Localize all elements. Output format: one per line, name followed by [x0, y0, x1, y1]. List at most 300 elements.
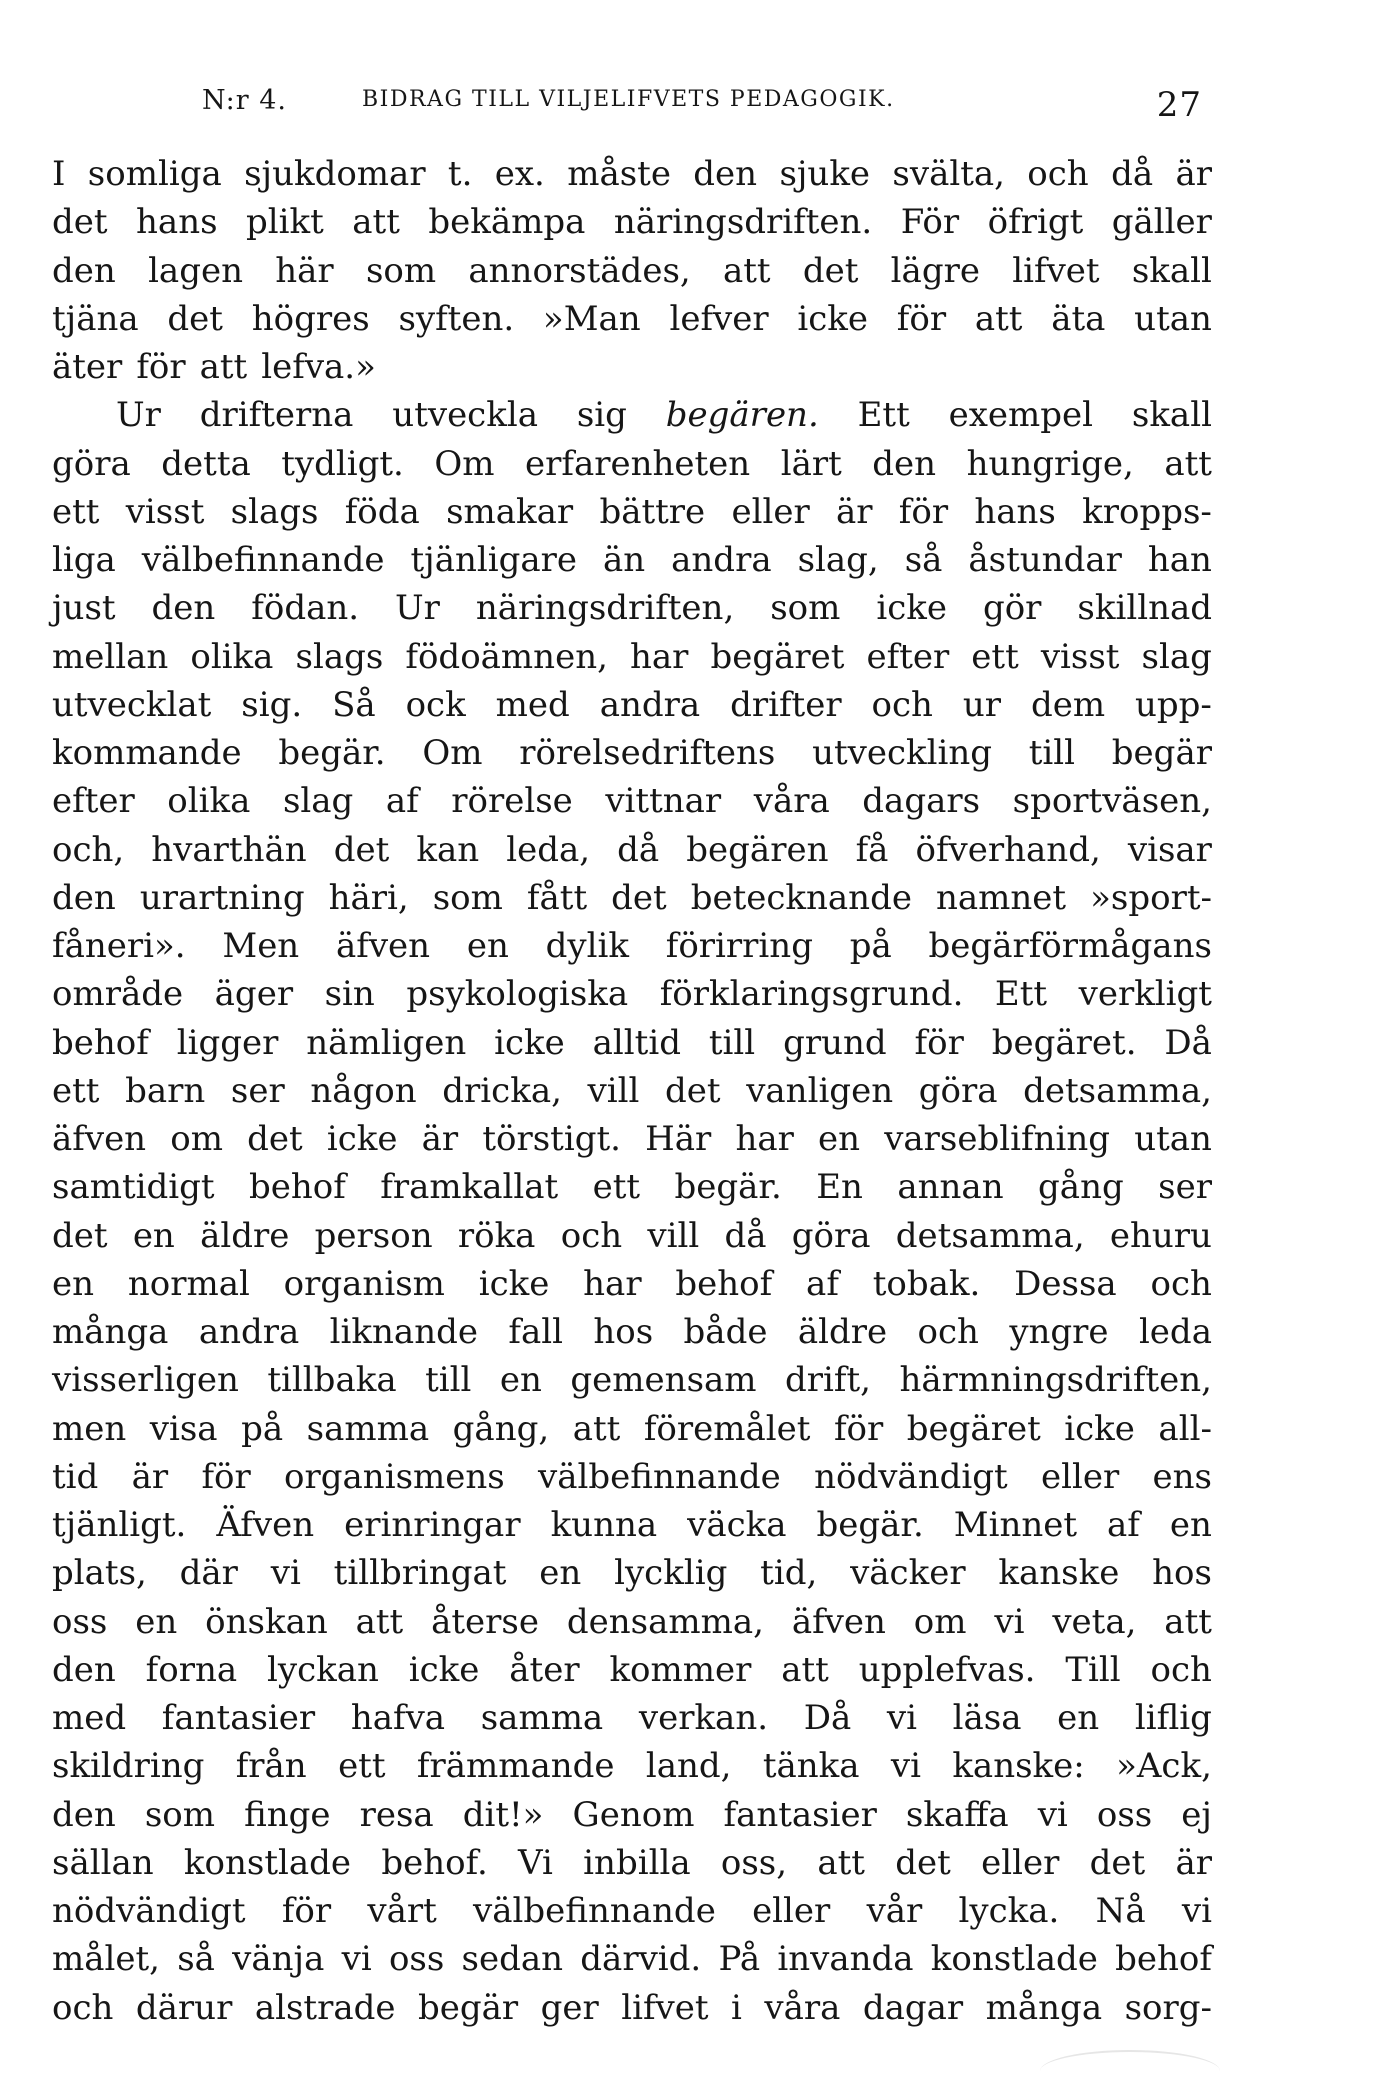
word: leda,: [506, 829, 591, 870]
word: olika: [167, 781, 251, 822]
word: då: [724, 1215, 767, 1256]
word: återse: [431, 1601, 539, 1642]
word: en: [52, 1263, 95, 1304]
word: gång,: [452, 1408, 550, 1449]
word: eller: [1040, 1456, 1120, 1497]
word: vill: [587, 1070, 640, 1111]
word: till: [1028, 733, 1076, 773]
word: plats,: [52, 1553, 147, 1594]
word: våra: [753, 781, 830, 822]
word: och: [1150, 1649, 1212, 1690]
word: den: [52, 250, 116, 291]
word: äfven: [52, 1119, 147, 1159]
word: sjuke: [779, 154, 871, 194]
word: önskan: [205, 1601, 328, 1642]
word: land,: [645, 1746, 732, 1787]
word: lägre: [890, 250, 980, 291]
word: invanda: [777, 1939, 914, 1980]
word: icke: [478, 1263, 550, 1304]
word: Då: [803, 1698, 852, 1738]
word: tillbaka: [267, 1360, 397, 1401]
word: namnet: [935, 877, 1067, 918]
word: behof: [249, 1167, 346, 1208]
word: den: [52, 877, 116, 918]
word: skaffa: [905, 1794, 1009, 1835]
word: person: [314, 1215, 433, 1256]
word: till: [425, 1360, 472, 1401]
text-line: [52, 1598, 1212, 1646]
word: Äfven: [216, 1505, 315, 1545]
word: att: [817, 1842, 865, 1883]
word: slag: [1141, 636, 1212, 677]
word: samma: [306, 1408, 430, 1449]
word: ex.: [494, 154, 545, 194]
word: skall: [1131, 250, 1212, 291]
text-line: [52, 1646, 1212, 1694]
word: måste: [567, 154, 671, 194]
word: Ur: [116, 395, 161, 436]
word: äfven: [791, 1601, 886, 1642]
text-line: [52, 633, 1212, 681]
word: han: [1147, 540, 1212, 580]
word: det: [52, 202, 108, 243]
text-line: [52, 1115, 1212, 1163]
word: på: [241, 1408, 284, 1449]
word: »Man: [542, 298, 641, 339]
word: bekämpa: [428, 202, 586, 243]
word: en: [466, 926, 509, 966]
word: begäret: [710, 636, 845, 677]
word: göra: [918, 1070, 998, 1111]
word: ehuru: [1109, 1215, 1212, 1256]
word: skall: [1131, 395, 1212, 436]
word: »sport-: [1090, 877, 1212, 918]
word: våra: [764, 1987, 841, 2028]
word: vi: [890, 1746, 921, 1787]
text-line: [52, 729, 1212, 777]
text-line: [52, 970, 1212, 1018]
word: utvecklat: [52, 684, 212, 725]
word: detta: [161, 443, 251, 484]
word: och,: [52, 829, 125, 870]
word: vill: [647, 1215, 700, 1256]
word: bättre: [599, 491, 706, 532]
text-line: [52, 1839, 1212, 1887]
word: Nå: [1095, 1891, 1146, 1931]
word: slag,: [797, 540, 879, 580]
word: för: [896, 298, 947, 339]
word: väcker: [850, 1553, 966, 1594]
word: en: [1169, 1505, 1212, 1545]
text-line: [52, 1163, 1212, 1211]
word: andra: [198, 1312, 300, 1352]
word: samma: [480, 1698, 604, 1738]
word: tid,: [760, 1553, 818, 1594]
word: af: [385, 781, 419, 822]
word: exempel: [948, 395, 1094, 436]
text-line: [52, 1887, 1212, 1935]
word: vi: [1037, 1794, 1068, 1835]
word: Genom: [572, 1794, 695, 1835]
word: slag: [282, 781, 354, 822]
text-line: [52, 1067, 1212, 1115]
word: Här: [645, 1119, 712, 1159]
text-line: [52, 150, 1212, 198]
word: behof: [675, 1263, 773, 1304]
word: föremålet: [643, 1408, 811, 1449]
word: tobak.: [872, 1263, 981, 1304]
word: än: [603, 540, 646, 580]
text-line: [52, 1405, 1212, 1453]
word: tillbringat: [333, 1553, 507, 1594]
word: af: [1107, 1505, 1140, 1545]
word: På: [718, 1939, 761, 1980]
word: detsamma,: [895, 1215, 1085, 1256]
text-line: [52, 681, 1212, 729]
text-line: [52, 1984, 1212, 2032]
word: icke: [1064, 1408, 1135, 1449]
word: ett: [52, 1070, 100, 1111]
word: syften.: [398, 298, 515, 339]
word: tydligt.: [281, 443, 404, 484]
word: någon: [310, 1070, 417, 1111]
word: vi: [270, 1553, 301, 1594]
word: äter: [52, 347, 123, 387]
word: Så: [332, 684, 376, 725]
word: ger: [540, 1987, 599, 2028]
word: för: [136, 347, 186, 387]
word: väcka: [687, 1505, 787, 1545]
word: den: [872, 443, 937, 484]
word: alltid: [592, 1022, 681, 1063]
word: har: [583, 1263, 642, 1304]
word: gör: [982, 588, 1042, 629]
word: andra: [671, 540, 772, 580]
word: gång: [1038, 1167, 1124, 1208]
word: begären: [686, 829, 829, 870]
word: urartning: [139, 877, 305, 918]
word: fått: [526, 877, 588, 918]
word: eller: [981, 1842, 1060, 1883]
word: begär: [417, 1987, 519, 2028]
word: Men: [222, 926, 300, 966]
word: dagar: [862, 1987, 964, 2028]
issue-number: N:r 4.: [202, 85, 288, 116]
word: och: [1150, 1263, 1212, 1304]
word: För: [900, 202, 960, 243]
text-line: [52, 1694, 1212, 1742]
word: begär.: [674, 1167, 782, 1208]
word: ens: [1152, 1456, 1212, 1497]
word: visa: [149, 1408, 218, 1449]
word: Om: [434, 443, 495, 484]
word: äldre: [797, 1312, 888, 1352]
word: utan: [1134, 298, 1212, 339]
word: en: [1057, 1698, 1100, 1738]
word: målet,: [52, 1939, 160, 1980]
word: läsa: [952, 1698, 1022, 1738]
word: både: [683, 1312, 768, 1352]
word: fantasier: [723, 1794, 877, 1835]
word: lifvet: [621, 1987, 709, 2028]
word: utveckling: [812, 733, 993, 773]
word: att: [352, 202, 400, 243]
text-line: [52, 1549, 1212, 1597]
word: begärförmågans: [928, 926, 1212, 966]
word: utan: [1134, 1119, 1212, 1159]
word: fantasier: [161, 1698, 316, 1738]
word: det: [333, 829, 390, 870]
word: för: [914, 1022, 964, 1063]
word: Vi: [518, 1842, 553, 1883]
word: icke: [494, 1022, 565, 1063]
word: om: [913, 1601, 967, 1642]
word: en: [539, 1553, 582, 1594]
word: hans: [136, 202, 218, 243]
word: en: [499, 1360, 542, 1401]
word: att: [722, 250, 771, 291]
word: gemensam: [570, 1360, 757, 1401]
word: den: [52, 1794, 116, 1835]
word: Ur: [395, 588, 440, 629]
word: konstlade: [183, 1842, 352, 1883]
word: ett: [338, 1746, 386, 1787]
text-line: [52, 440, 1212, 488]
word: så: [904, 540, 943, 580]
word: leda: [1138, 1312, 1212, 1352]
word: svälta,: [892, 154, 1005, 194]
word: slags: [230, 491, 319, 532]
word: forna: [145, 1649, 238, 1690]
word: det: [167, 298, 223, 339]
word: den: [151, 588, 216, 629]
word: det: [665, 1070, 721, 1111]
word: ser: [230, 1070, 285, 1111]
word: just: [52, 588, 116, 629]
word: kan: [416, 829, 480, 870]
word: dit!»: [462, 1794, 544, 1835]
word: lifvet: [1012, 250, 1100, 291]
word: dem: [1030, 684, 1106, 725]
word: varseblifning: [884, 1119, 1111, 1159]
word: ock: [405, 684, 466, 725]
word: hafva: [350, 1698, 446, 1738]
word: smakar: [446, 491, 574, 532]
word: med: [495, 684, 570, 725]
word: sig: [576, 395, 627, 436]
word: fåneri».: [52, 926, 186, 966]
text-line: [52, 1019, 1212, 1067]
word: härmningsdriften,: [899, 1360, 1212, 1401]
word: samtidigt: [52, 1167, 215, 1208]
word: sjukdomar: [244, 154, 426, 194]
word: men: [52, 1408, 127, 1449]
word: utveckla: [392, 395, 538, 436]
word: tjäna: [52, 298, 139, 339]
text-line: [52, 1453, 1212, 1501]
word: äta: [1051, 298, 1106, 339]
word: annorstädes,: [468, 250, 691, 291]
word: det: [611, 877, 667, 918]
word: liflig: [1134, 1698, 1212, 1738]
word: Minnet: [953, 1505, 1078, 1545]
word: det: [895, 1842, 951, 1883]
page-number: 27: [1156, 85, 1202, 125]
word: finge: [244, 1794, 331, 1835]
word: då: [617, 829, 660, 870]
word: kommer: [609, 1649, 752, 1690]
text-line: [52, 247, 1212, 295]
word: många: [985, 1987, 1103, 2028]
word: alstrade: [254, 1987, 396, 2028]
word: I: [52, 154, 66, 194]
word: välbefinnande: [141, 540, 385, 580]
word: vi: [994, 1601, 1025, 1642]
faint-bleed-mark: [1040, 2050, 1220, 2092]
word: Dessa: [1014, 1263, 1117, 1304]
word: veta,: [1052, 1601, 1137, 1642]
word: somliga: [87, 154, 222, 194]
word: det: [52, 1215, 108, 1256]
word: af: [806, 1263, 839, 1304]
word: så: [177, 1939, 215, 1980]
word: ett: [592, 1167, 641, 1208]
word: sig.: [241, 684, 303, 725]
word: Till: [1065, 1649, 1121, 1690]
word: ett: [971, 636, 1019, 677]
word: barn: [125, 1070, 206, 1111]
word: äldre: [200, 1215, 290, 1256]
text-line: [52, 826, 1212, 874]
word: nödvändigt: [814, 1456, 1008, 1497]
word: kanske: [998, 1553, 1120, 1594]
word: på: [849, 926, 892, 966]
word: detsamma,: [1023, 1070, 1212, 1111]
word: begär: [1111, 733, 1212, 773]
word: hos: [593, 1312, 654, 1352]
word: icke: [797, 298, 869, 339]
word: annan: [897, 1167, 1004, 1208]
body-text: [52, 150, 1212, 2032]
word: lycklig: [614, 1553, 728, 1594]
word: att: [1164, 443, 1212, 484]
word: visst: [1040, 636, 1120, 677]
word: välbefinnande: [538, 1456, 781, 1497]
word: vår: [866, 1891, 923, 1931]
word: begäret: [906, 1408, 1041, 1449]
word: öfrigt: [987, 202, 1084, 243]
word: vi: [1181, 1891, 1212, 1931]
word: är: [1175, 154, 1212, 194]
word: Ett: [994, 974, 1048, 1015]
word: hans: [974, 491, 1056, 532]
word: organism: [283, 1263, 445, 1304]
text-line: [52, 1791, 1212, 1839]
word: upplefvas.: [858, 1649, 1036, 1690]
word: Då: [1164, 1022, 1212, 1063]
word: erfarenheten: [525, 443, 751, 484]
word: för: [201, 1456, 251, 1497]
word: ur: [962, 684, 1002, 725]
word: andra: [599, 684, 701, 725]
word: begär.: [278, 733, 386, 773]
word: psykologiska: [406, 974, 629, 1015]
word: drift,: [785, 1360, 871, 1401]
word: få: [855, 829, 889, 870]
word: sorg-: [1124, 1987, 1212, 2028]
word: kropps-: [1082, 491, 1212, 532]
word: som: [432, 877, 503, 918]
word: är: [835, 491, 873, 532]
word: att: [974, 298, 1023, 339]
word: dagars: [862, 781, 981, 822]
word: göra: [52, 443, 131, 484]
text-line: [52, 1501, 1212, 1549]
word: därvid.: [580, 1939, 702, 1980]
word: med: [52, 1698, 127, 1738]
word: ett: [52, 491, 100, 532]
word: vårt: [367, 1891, 437, 1931]
text-line: [52, 584, 1212, 632]
word: all-: [1158, 1408, 1212, 1449]
word: lefver: [669, 298, 769, 339]
word: icke: [326, 1119, 398, 1159]
word: efter: [866, 636, 950, 677]
word: vanligen: [746, 1070, 894, 1111]
word: tänka: [762, 1746, 860, 1787]
word: har: [629, 636, 689, 677]
word: den: [52, 1649, 116, 1690]
word: det: [802, 250, 859, 291]
word: föda: [344, 491, 420, 532]
word: Ett: [857, 395, 910, 436]
word: i: [731, 1987, 742, 2028]
text-line: [52, 343, 1212, 391]
word: lärt: [780, 443, 842, 484]
word: en: [135, 1601, 178, 1642]
word: för: [833, 1408, 884, 1449]
word: att: [572, 1408, 621, 1449]
word: eller: [731, 491, 810, 532]
running-title: BIDRAG TILL VILJELIFVETS PEDAGOGIK.: [362, 87, 895, 112]
word: kommande: [52, 733, 242, 773]
word: behof: [52, 1022, 149, 1063]
word: och: [52, 1987, 114, 2028]
text-line: [52, 295, 1212, 343]
word: om: [170, 1119, 223, 1159]
word: lefva.»: [261, 347, 376, 387]
text-line: [52, 536, 1212, 584]
word: och: [917, 1312, 979, 1352]
running-head: [202, 85, 1202, 129]
word: då: [1111, 154, 1154, 194]
word: hvarthän: [151, 829, 307, 870]
word: födoämnen,: [405, 636, 608, 677]
word: att: [1164, 1601, 1212, 1642]
word: verkligt: [1078, 974, 1212, 1015]
word: nämligen: [306, 1022, 467, 1063]
word: ser: [1158, 1167, 1212, 1208]
word: icke: [408, 1649, 480, 1690]
word: en: [132, 1215, 175, 1256]
word: en: [818, 1119, 861, 1159]
word: vittnar: [605, 781, 722, 822]
word: upp-: [1135, 684, 1212, 725]
word: framkallat: [380, 1167, 559, 1208]
word: »Ack,: [1116, 1746, 1212, 1787]
word: Om: [422, 733, 483, 773]
word: En: [816, 1167, 863, 1208]
